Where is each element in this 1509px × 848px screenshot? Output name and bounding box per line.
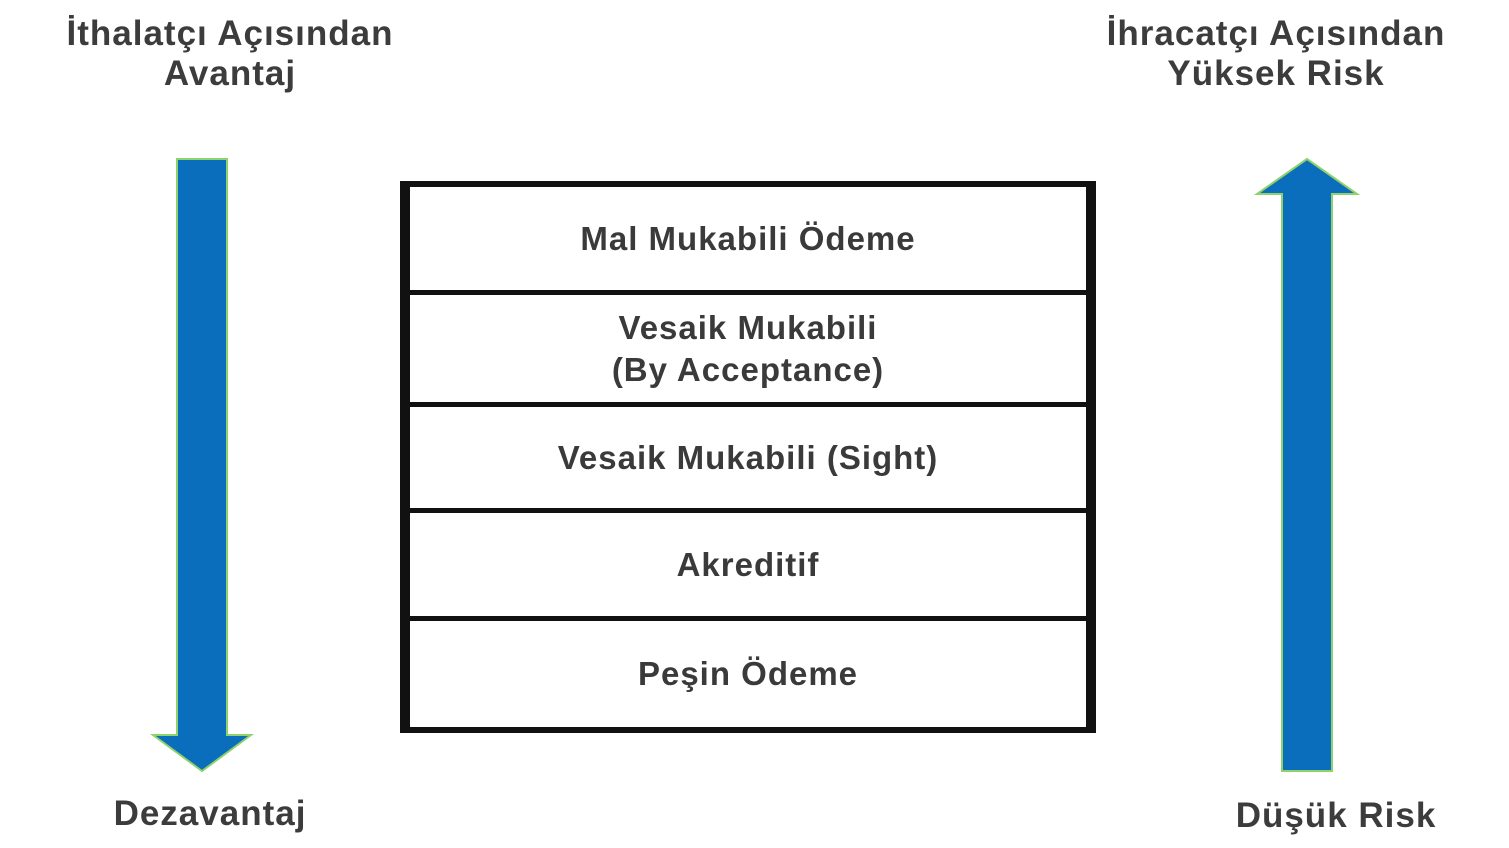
payment-method-label: Akreditif bbox=[676, 545, 820, 583]
down-arrow-icon bbox=[150, 157, 254, 774]
exporter-high-risk-label bbox=[1046, 14, 1506, 94]
importer-advantage-line1: İthalatçı Açısından bbox=[66, 14, 394, 53]
payment-method-documents-sight bbox=[406, 407, 1090, 513]
payment-method-label: Peşin Ödeme bbox=[637, 655, 859, 692]
exporter-high-risk-line1: İhracatçı Açısından bbox=[1106, 14, 1446, 53]
payment-method-label: Vesaik Mukabili (Sight) bbox=[557, 438, 939, 476]
payment-method-letter-of-credit bbox=[406, 513, 1090, 621]
low-risk-label: Düşük Risk bbox=[1235, 796, 1437, 835]
payment-methods-stack bbox=[400, 181, 1096, 733]
exporter-high-risk-line2: Yüksek Risk bbox=[1167, 54, 1385, 93]
disadvantage-label: Dezavantaj bbox=[113, 794, 307, 833]
payment-method-cash-in-advance bbox=[406, 621, 1090, 727]
importer-advantage-label bbox=[8, 14, 452, 94]
payment-method-label: Vesaik Mukabili bbox=[618, 308, 878, 346]
payment-method-cash-against-goods bbox=[406, 187, 1090, 295]
up-arrow-icon bbox=[1254, 156, 1360, 774]
payment-method-label: Mal Mukabili Ödeme bbox=[580, 219, 916, 257]
payment-method-sublabel: (By Acceptance) bbox=[611, 350, 885, 388]
payment-method-documents-acceptance bbox=[406, 295, 1090, 407]
importer-advantage-line2: Avantaj bbox=[163, 54, 297, 93]
